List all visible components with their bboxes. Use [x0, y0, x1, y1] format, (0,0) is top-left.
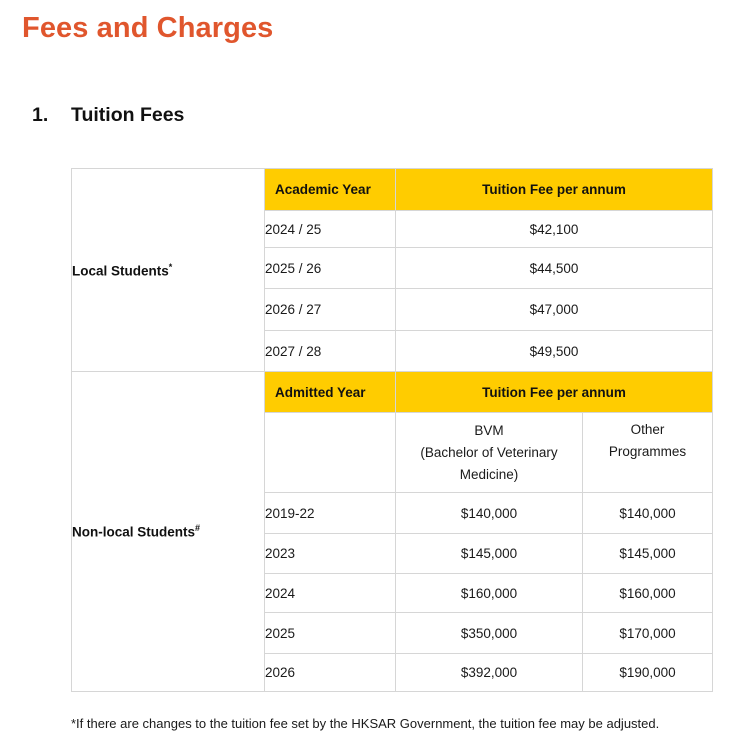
nonlocal-year-cell: 2019-22 [265, 493, 396, 534]
other-fee-cell: $145,000 [583, 534, 713, 574]
bvm-fee-cell: $392,000 [396, 654, 583, 692]
local-fee-cell: $47,000 [396, 289, 713, 331]
nonlocal-year-cell: 2025 [265, 613, 396, 654]
bvm-fee-cell: $160,000 [396, 574, 583, 613]
nonlocal-year-cell: 2026 [265, 654, 396, 692]
bvm-fee-cell: $140,000 [396, 493, 583, 534]
nonlocal-year-cell: 2023 [265, 534, 396, 574]
bvm-fee-cell: $145,000 [396, 534, 583, 574]
other-fee-cell: $170,000 [583, 613, 713, 654]
local-fee-cell: $44,500 [396, 248, 713, 289]
local-year-cell: 2026 / 27 [265, 289, 396, 331]
local-year-cell: 2027 / 28 [265, 331, 396, 372]
local-year-cell: 2024 / 25 [265, 211, 396, 248]
nonlocal-footnote-marker: # [195, 523, 201, 534]
nonlocal-header-fee: Tuition Fee per annum [396, 372, 713, 413]
local-fee-cell: $49,500 [396, 331, 713, 372]
local-header-year: Academic Year [265, 169, 396, 211]
local-students-label: Local Students* [72, 169, 265, 372]
other-fee-cell: $190,000 [583, 654, 713, 692]
local-header-fee: Tuition Fee per annum [396, 169, 713, 211]
nonlocal-header-year: Admitted Year [265, 372, 396, 413]
other-fee-cell: $160,000 [583, 574, 713, 613]
page-title: Fees and Charges [22, 12, 274, 44]
section-title: Tuition Fees [71, 104, 185, 126]
nonlocal-header-row [72, 372, 713, 413]
footnote: *If there are changes to the tuition fee set by the HKSAR Government, the tuition fee may be adjusted. [71, 716, 660, 731]
section-number: 1. [32, 104, 49, 126]
bvm-subheader: BVM (Bachelor of Veterinary Medicine) [396, 413, 583, 493]
other-fee-cell: $140,000 [583, 493, 713, 534]
nonlocal-year-cell: 2024 [265, 574, 396, 613]
bvm-fee-cell: $350,000 [396, 613, 583, 654]
other-programmes-subheader: Other Programmes [583, 413, 713, 493]
local-year-cell: 2025 / 26 [265, 248, 396, 289]
local-footnote-marker: * [168, 261, 173, 272]
empty-cell [265, 413, 396, 493]
local-header-row [72, 169, 713, 211]
tuition-fee-table [71, 168, 713, 692]
nonlocal-students-label: Non-local Students# [72, 372, 265, 692]
local-fee-cell: $42,100 [396, 211, 713, 248]
section-heading [32, 104, 184, 127]
